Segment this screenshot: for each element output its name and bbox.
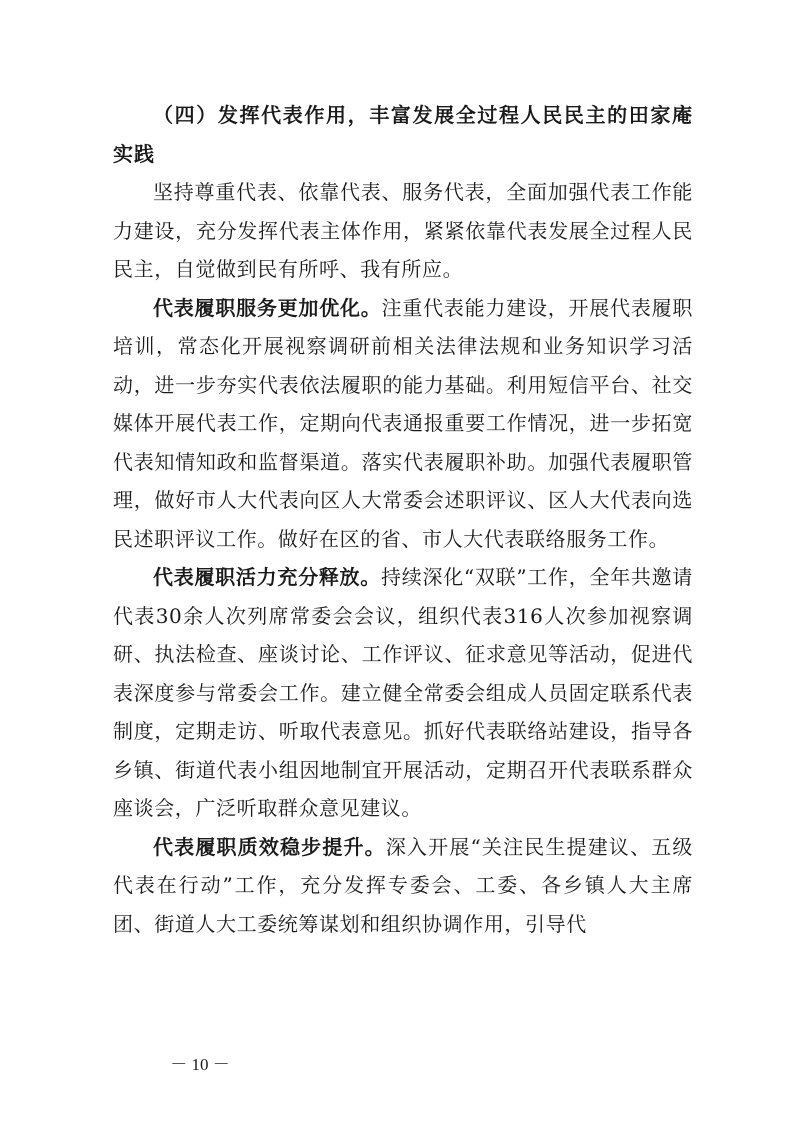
paragraph-text: 持续深化“双联”工作，全年共邀请代表30余人次列席常委会会议，组织代表316人次参加视察调研、执法检查、座谈讨论、工作评议、征求意见等活动，促进代表深度参与常委会工作。建立健全常委会组成人员固定联系代表制度，定期走访、听取代表意见。抓好代表联络站建设，指导各乡镇、街道代表小组因地制宜开展活动，定期召开代表联系群众座谈会，广泛听取群众意见建议。 [113, 565, 693, 820]
paragraph-text: 注重代表能力建设，开展代表履职培训，常态化开展视察调研前相关法律法规和业务知识学习活动，进一步夯实代表依法履职的能力基础。利用短信平台、社交媒体开展代表工作，定期向代表通报重要工作情况，进一步拓宽代表知情知政和监督渠道。落实代表履职补助。加强代表履职管理，做好市人大代表向区人大常委会述职评议、区人大代表向选民述职评议工作。做好在区的省、市人大代表联络服务工作。 [113, 295, 694, 551]
paragraph-vitality [113, 558, 693, 828]
paragraph-intro [113, 173, 693, 289]
section-heading: （四）发挥代表作用，丰富发展全过程人民民主的田家庵实践 [113, 103, 693, 166]
paragraph-lead: 代表履职服务更加优化。 [153, 295, 382, 320]
page-number: － 10 － [170, 1055, 230, 1074]
paragraph-lead: 代表履职质效稳步提升。 [153, 834, 386, 859]
paragraph-service [113, 289, 693, 559]
paragraph-text: 坚持尊重代表、依靠代表、服务代表，全面加强代表工作能力建设，充分发挥代表主体作用，紧紧依靠代表发展全过程人民民主，自觉做到民有所呼、我有所应。 [113, 180, 693, 281]
paragraph-text: 深入开展“关注民生提建议、五级代表在行动”工作，充分发挥专委会、工委、各乡镇人大主席团、街道人大工委统筹谋划和组织协调作用，引导代 [113, 834, 693, 936]
paragraph-lead: 代表履职活力充分释放。 [153, 565, 382, 589]
paragraph-effectiveness [113, 828, 693, 944]
document-body [113, 96, 693, 943]
